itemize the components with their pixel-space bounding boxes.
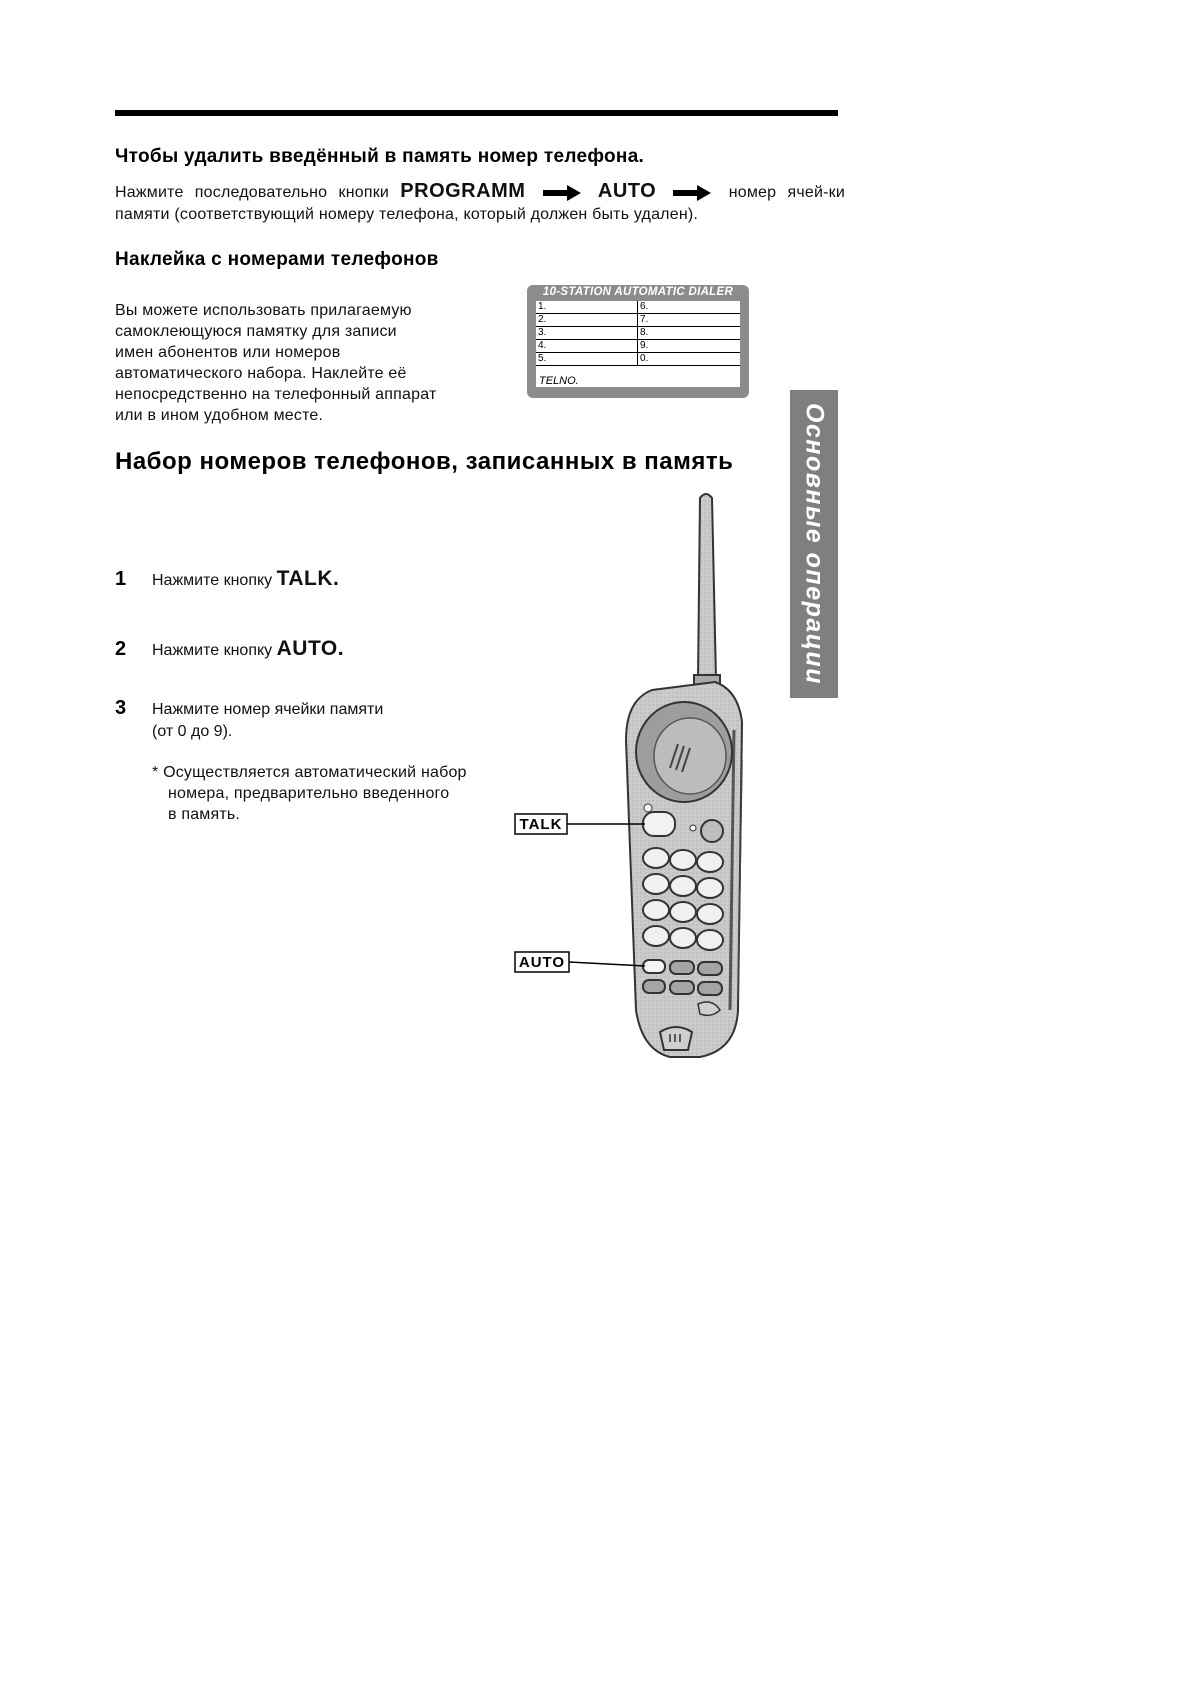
note-line: * Осуществляется автоматический набор [152, 764, 467, 781]
sticker-slot: 8. [638, 327, 741, 340]
sticker-row [536, 353, 740, 366]
sticker-description-line: Вы можете использовать прилагаемую [115, 302, 412, 319]
sticker-card [536, 301, 740, 387]
talk-key-label: TALK. [276, 567, 340, 590]
step-3-text [152, 699, 383, 743]
sticker-description-line: имен абонентов или номеров [115, 344, 341, 361]
delete-number-heading: Чтобы удалить введённый в память номер телефона. [115, 146, 645, 167]
step-1-text [152, 568, 339, 592]
arrow-right-icon [543, 185, 581, 201]
dialer-sticker [527, 285, 749, 398]
sticker-slot: 5. [536, 353, 638, 366]
note-line: в память. [168, 806, 241, 823]
auto-dial-note [152, 762, 467, 825]
sticker-tel-label: TELNO. [539, 375, 579, 387]
sticker-slot: 6. [638, 301, 741, 314]
sticker-heading: Наклейка с номерами телефонов [115, 249, 439, 270]
instruction-suffix: номер ячей-ки памяти (соответствующий номеру телефона, который должен быть удален). [115, 184, 845, 223]
sticker-description-line: самоклеющуюся памятку для записи [115, 323, 397, 340]
section-side-tab [790, 390, 838, 698]
auto-callout-label: AUTO [518, 954, 566, 971]
sticker-row [536, 327, 740, 340]
step-text: (от 0 до 9). [152, 723, 233, 740]
sticker-title: 10-STATION AUTOMATIC DIALER [542, 286, 734, 298]
sticker-grid [536, 301, 740, 366]
sticker-slot: 7. [638, 314, 741, 327]
sticker-row [536, 314, 740, 327]
sticker-slot: 9. [638, 340, 741, 353]
sticker-slot: 1. [536, 301, 638, 314]
step-text: Нажмите кнопку [152, 572, 273, 589]
step-number: 1 [115, 568, 127, 590]
auto-button-icon [643, 960, 665, 973]
instruction-prefix: Нажмите последовательно кнопки [115, 184, 390, 201]
delete-instructions [115, 180, 845, 226]
talk-callout [515, 814, 645, 834]
sticker-description [115, 300, 515, 426]
top-rule [115, 110, 838, 116]
microphone-icon [660, 1027, 692, 1050]
programm-key-label: PROGRAMM [400, 180, 526, 202]
step-number: 3 [115, 697, 127, 719]
cordless-handset-illustration [500, 490, 780, 1070]
talk-button-icon [643, 812, 675, 836]
note-line: номера, предварительно введенного [168, 785, 450, 802]
sticker-row [536, 340, 740, 353]
step-text: Нажмите кнопку [152, 642, 273, 659]
off-button-icon [701, 820, 723, 842]
sticker-row [536, 301, 740, 314]
earpiece-icon [636, 702, 732, 802]
auto-key-label: AUTO. [276, 637, 345, 660]
step-text: Нажмите номер ячейки памяти [152, 701, 384, 718]
side-tab-label: Основные операции [800, 403, 829, 685]
antenna-icon [694, 494, 720, 695]
sticker-slot: 4. [536, 340, 638, 353]
arrow-right-icon [673, 185, 711, 201]
step-number: 2 [115, 638, 127, 660]
speed-dial-heading: Набор номеров телефонов, записанных в память [115, 448, 734, 475]
sticker-description-line: автоматического набора. Наклейте её [115, 365, 407, 382]
auto-callout [515, 952, 645, 972]
sticker-slot: 2. [536, 314, 638, 327]
sticker-slot: 0. [638, 353, 741, 366]
auto-key-label: AUTO [597, 180, 657, 202]
step-2-text [152, 638, 344, 662]
sticker-slot: 3. [536, 327, 638, 340]
talk-callout-label: TALK [519, 816, 563, 833]
sticker-description-line: непосредственно на телефонный аппарат [115, 386, 437, 403]
sticker-description-line: или в ином удобном месте. [115, 407, 324, 424]
